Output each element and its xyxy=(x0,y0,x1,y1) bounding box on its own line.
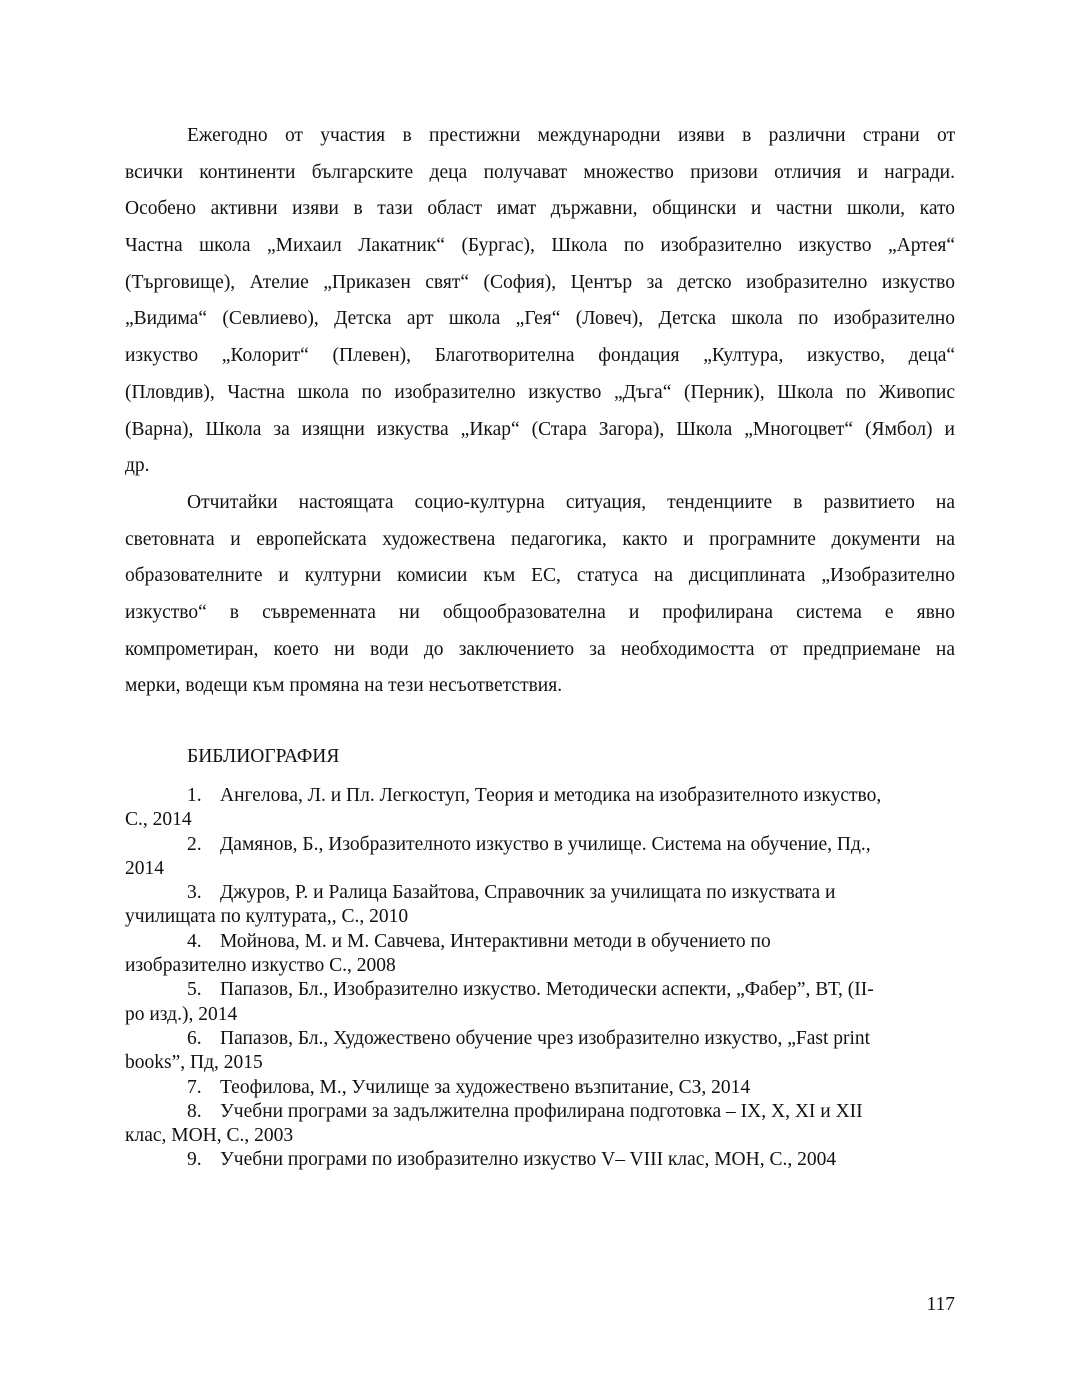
bibliography-line xyxy=(125,784,955,808)
bibliography-item xyxy=(125,1148,955,1172)
bibliography-line xyxy=(125,905,955,929)
bibliography-line xyxy=(125,1124,955,1148)
bibliography-line xyxy=(125,881,955,905)
bibliography-text: books”, Пд, 2015 xyxy=(125,1052,263,1074)
body-paragraph xyxy=(125,485,955,705)
text-line: компрометиран, което ни води до заключението за необходимостта от предприемане на xyxy=(125,638,955,660)
bibliography-number: 8. xyxy=(187,1100,202,1122)
text-line: (Пловдив), Частна школа по изобразително изкуство „Дъга“ (Перник), Школа по Живопис xyxy=(125,381,955,403)
bibliography-item xyxy=(125,833,955,882)
text-line: Отчитайки настоящата социо-културна ситуация, тенденциите в развитието на xyxy=(187,492,955,513)
text-line: Особено активни изяви в тази област имат държавни, общински и частни школи, като xyxy=(125,198,955,220)
text-line: световната и европейската художествена педагогика, както и програмните документи на xyxy=(125,528,955,550)
bibliography-text: С., 2014 xyxy=(125,809,192,831)
body-paragraph xyxy=(125,118,955,485)
bibliography-number: 6. xyxy=(187,1027,202,1049)
bibliography-line xyxy=(125,857,955,881)
bibliography-number: 2. xyxy=(187,833,202,855)
bibliography-number: 9. xyxy=(187,1149,202,1171)
bibliography-number: 3. xyxy=(187,882,202,904)
text-line: (Търговище), Ателие „Приказен свят“ (София), Център за детско изобразително изкуство xyxy=(125,271,955,293)
bibliography-item xyxy=(125,978,955,1027)
bibliography-line xyxy=(125,808,955,832)
bibliography-text: Папазов, Бл., Художествено обучение чрез изобразително изкуство, „Fast print xyxy=(220,1027,871,1049)
text-line: „Видима“ (Севлиево), Детска арт школа „Гея“ (Ловеч), Детска школа по изобразително xyxy=(125,308,955,330)
bibliography-item xyxy=(125,784,955,833)
text-line: Частна школа „Михаил Лакатник“ (Бургас), Школа по изобразително изкуство „Артея“ xyxy=(125,235,955,257)
bibliography-item xyxy=(125,1027,955,1076)
bibliography-text: училищата по културата,, С., 2010 xyxy=(125,906,409,928)
bibliography-text: Учебни програми за задължителна профилирана подготовка – IX, X, XI и XII xyxy=(220,1100,863,1122)
bibliography-text: клас, МОН, С., 2003 xyxy=(125,1125,294,1147)
text-line: всички континенти българските деца получават множество призови отличия и награди. xyxy=(125,161,955,183)
bibliography-text: Теофилова, М., Училище за художествено възпитание, СЗ, 2014 xyxy=(220,1076,751,1098)
bibliography-list xyxy=(125,784,955,1173)
bibliography-number: 1. xyxy=(187,785,202,806)
bibliography-number: 5. xyxy=(187,979,202,1001)
bibliography-text: Дамянов, Б., Изобразителното изкуство в училище. Система на обучение, Пд., xyxy=(220,833,871,855)
text-line: мерки, водещи към промяна на тези несъответствия. xyxy=(125,675,563,697)
bibliography-text: Мойнова, М. и М. Савчева, Интерактивни методи в обучението по xyxy=(220,930,771,952)
bibliography-line xyxy=(125,1003,955,1027)
bibliography-item xyxy=(125,930,955,979)
bibliography-line xyxy=(125,1027,955,1051)
text-line: изкуство“ в съвременната ни общообразователна и профилирана система е явно xyxy=(125,602,955,624)
bibliography-number: 4. xyxy=(187,930,202,952)
text-line: Ежегодно от участия в престижни международни изяви в различни страни от xyxy=(187,125,955,146)
bibliography-heading: БИБЛИОГРАФИЯ xyxy=(187,746,340,767)
bibliography-text: изобразително изкуство С., 2008 xyxy=(125,955,396,977)
text-line: др. xyxy=(125,455,150,477)
bibliography-text: Джуров, Р. и Ралица Базайтова, Справочник за училищата по изкуствата и xyxy=(220,882,836,904)
bibliography-number: 7. xyxy=(187,1076,202,1098)
text-line: изкуство „Колорит“ (Плевен), Благотворителна фондация „Култура, изкуство, деца“ xyxy=(125,345,955,367)
bibliography-item xyxy=(125,1076,955,1100)
bibliography-text: Папазов, Бл., Изобразително изкуство. Методически аспекти, „Фабер”, ВТ, (II- xyxy=(220,979,874,1001)
bibliography-line xyxy=(125,1148,955,1172)
bibliography-line xyxy=(125,1076,955,1100)
bibliography-line xyxy=(125,954,955,978)
bibliography-line xyxy=(125,1051,955,1075)
bibliography-text: 2014 xyxy=(125,857,164,879)
text-line: образователните и културни комисии към ЕС, статуса на дисциплината „Изобразително xyxy=(125,565,955,587)
bibliography-line xyxy=(125,833,955,857)
bibliography-item xyxy=(125,881,955,930)
bibliography-line xyxy=(125,978,955,1002)
bibliography-text: ро изд.), 2014 xyxy=(125,1003,238,1025)
bibliography-text: Учебни програми по изобразително изкуство V– VIII клас, МОН, С., 2004 xyxy=(220,1149,837,1171)
bibliography-line xyxy=(125,930,955,954)
bibliography-item xyxy=(125,1100,955,1149)
bibliography-text: Ангелова, Л. и Пл. Легкоступ, Теория и методика на изобразителното изкуство, xyxy=(220,785,882,806)
bibliography-line xyxy=(125,1100,955,1124)
page-number: 117 xyxy=(926,1294,955,1315)
text-line: (Варна), Школа за изящни изкуства „Икар“ (Стара Загора), Школа „Многоцвет“ (Ямбол) и xyxy=(125,418,955,440)
